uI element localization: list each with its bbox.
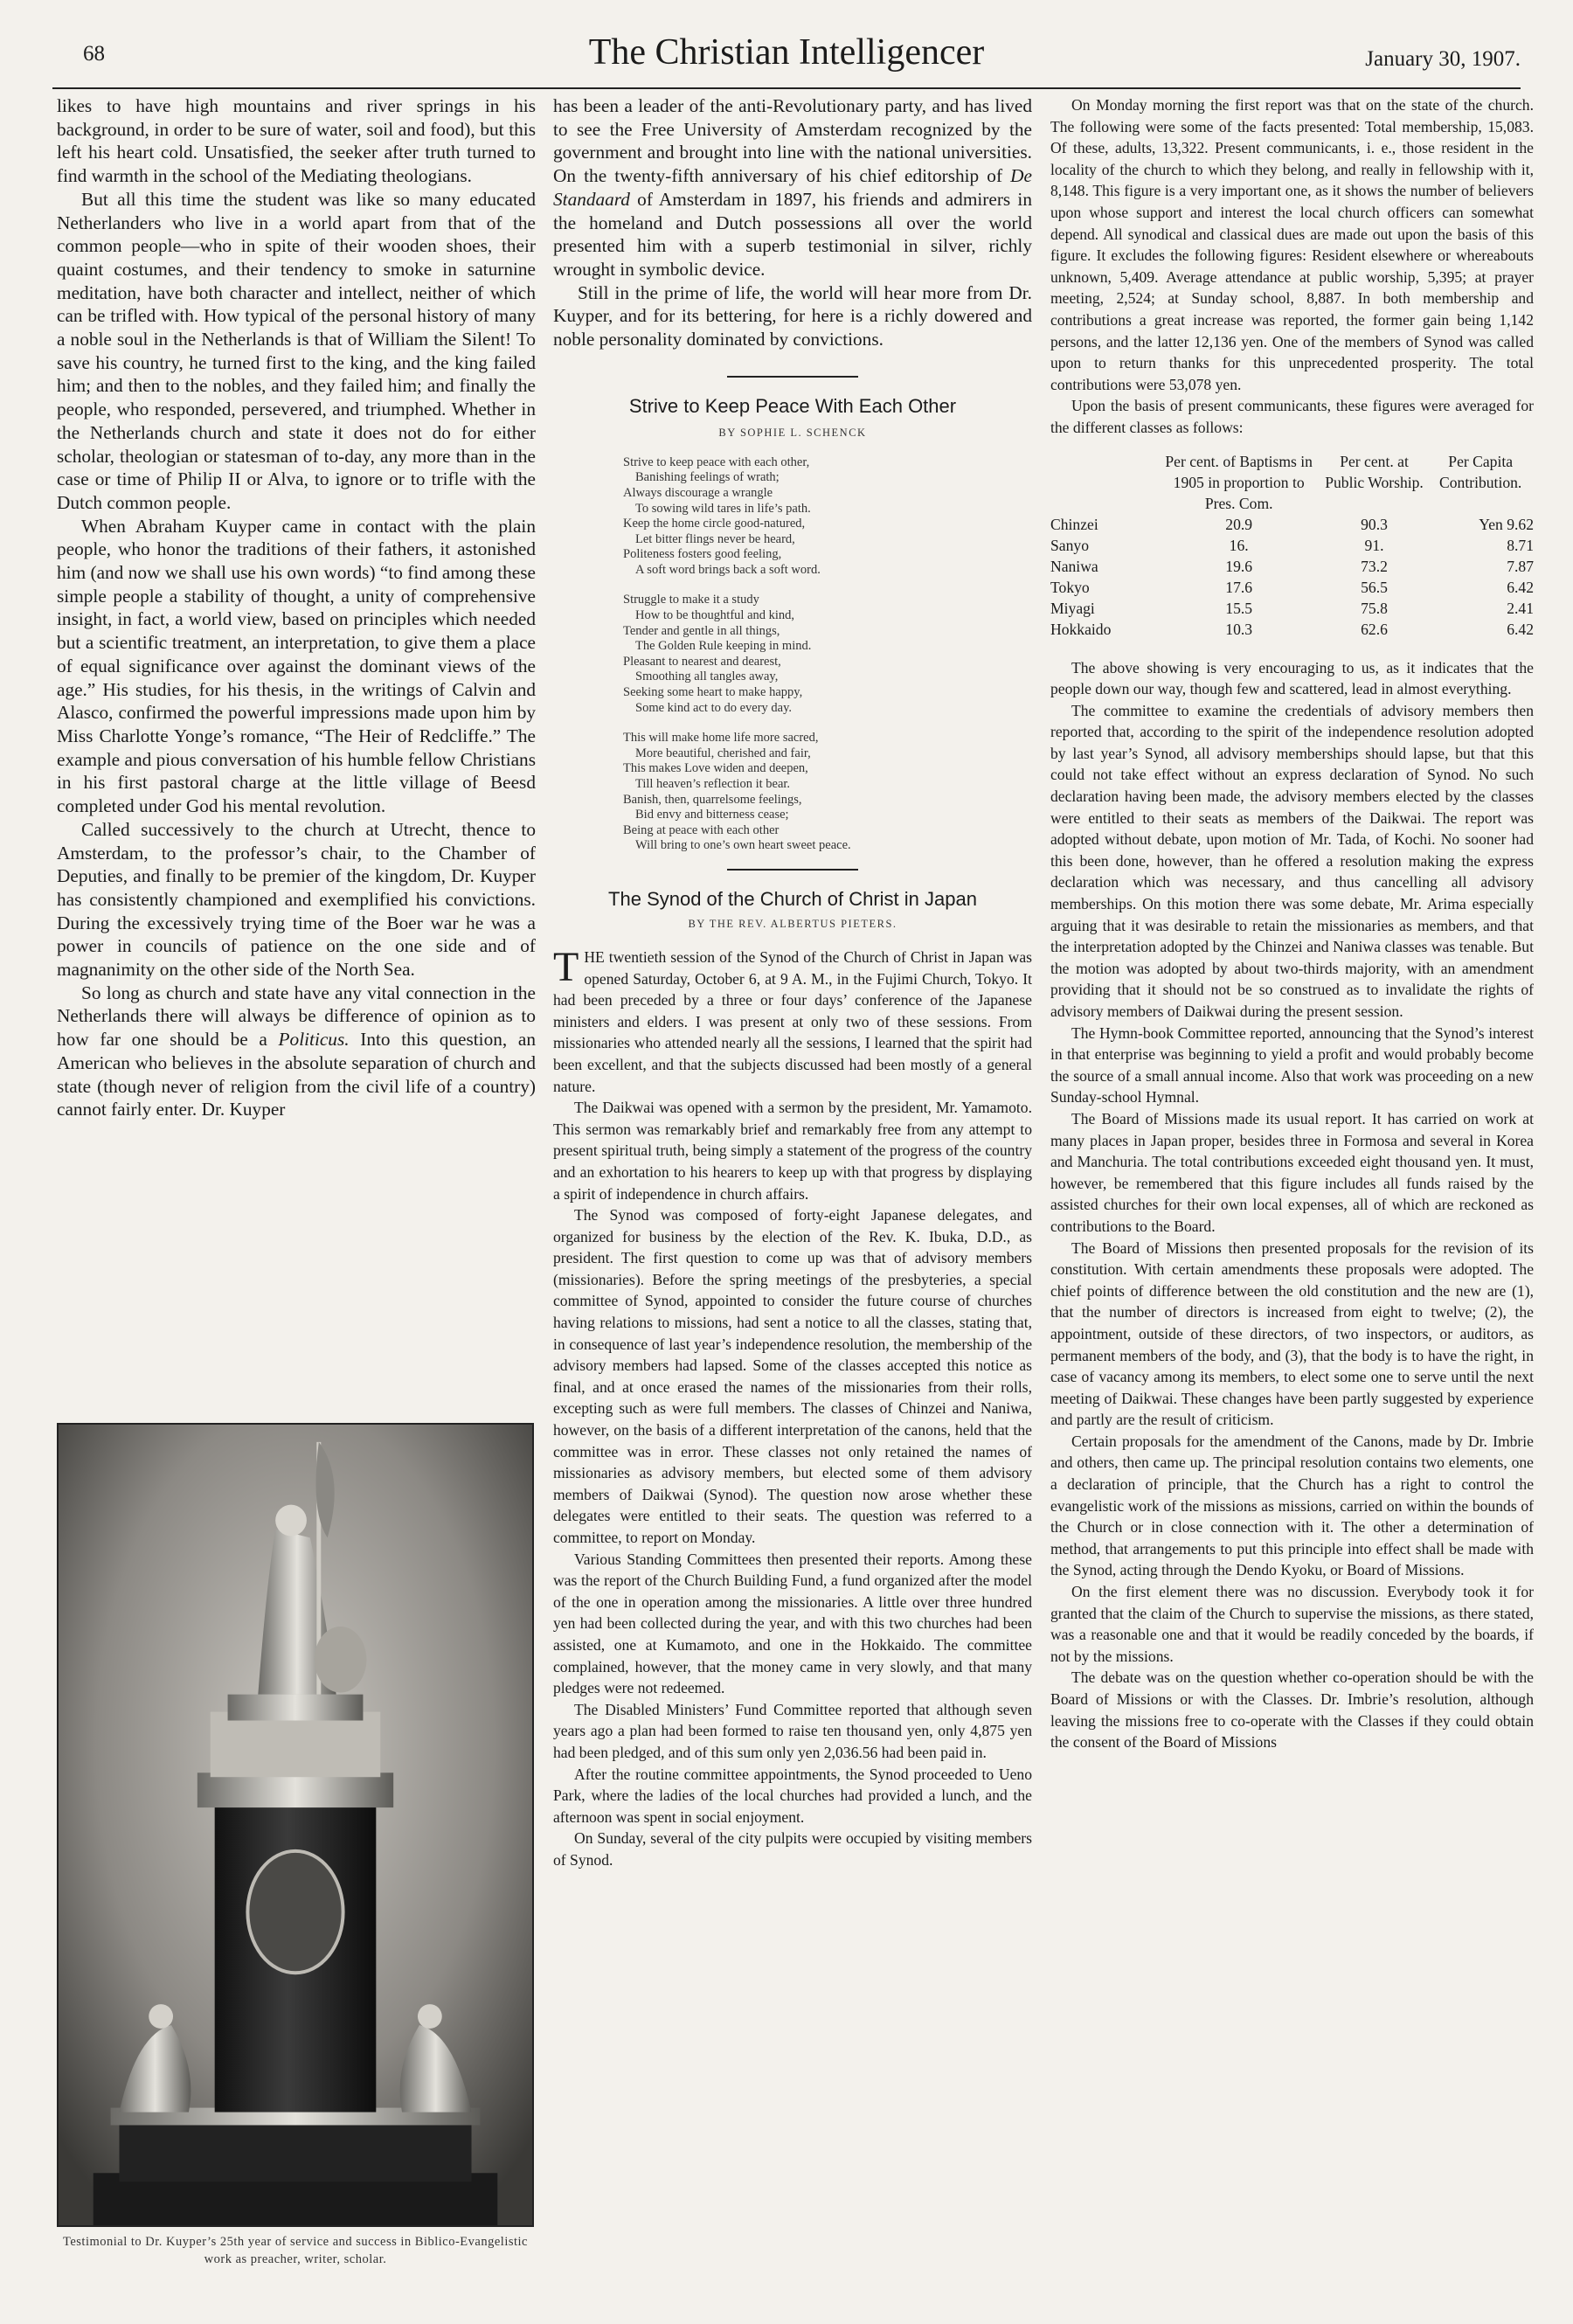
table-row — [1050, 556, 1534, 577]
paragraph: The Board of Missions then presented proposals for the revision of its constitution. With certain amendments these proposals were adopted. The chief points of difference between the old constitution and the new are (1), that the number of directors is increased from eight to twelve; (2), the appointment, outside of these directors, of two inspectors, or auditors, as permanent members of the body, and (3), that the body is to have the right, in case of vacancy among its members, to elect some one to serve until the next meeting of Daikwai. These changes have been partly suggested by experience and partly are the result of criticism. — [1050, 1238, 1534, 1429]
column-2 — [553, 94, 1032, 2279]
table-header: Per cent. at Public Worship. — [1325, 452, 1424, 491]
column-3 — [1050, 94, 1534, 2279]
text-run: Into this question, an American who believes in the absolute separation of church and state (though never of religion from the civil life of a country) cannot fairly enter. Dr. Kuyper — [57, 1029, 536, 1120]
poem-line: Struggle to make it a study — [623, 593, 759, 607]
poem-line: More beautiful, cherished and fair, — [635, 746, 811, 760]
poem-line: Politeness fosters good feeling, — [623, 547, 782, 562]
testimonial-photograph — [57, 1423, 534, 2227]
table-cell-capita: 2.41 — [1507, 599, 1534, 617]
table-cell-baptisms: 19.6 — [1225, 557, 1253, 575]
poem-line: A soft word brings back a soft word. — [635, 562, 821, 577]
section-rule — [727, 376, 858, 378]
table-header — [1050, 451, 1157, 514]
paragraph: When Abraham Kuyper came in contact with the plain people, who honor the traditions of their fathers, it astonished him (and now we shall use his own words) “to find among these simple people a stability of thought, a unity of comprehensive insight, in fact, a world view, based on principles which needed but a scientific treatment, an interpretation, to give them a place of equal significance over against the dominant views of the age.” His studies, for his thesis, in the writings of Calvin and Alasco, confirmed the powerful impressions made upon him by Miss Charlotte Yonge’s romance, “The Heir of Redcliffe.” The example and pious conversation of his humble fellow Christians in his first pastoral charge at the little village of Beesd completed under God his mental revolution. — [57, 515, 536, 817]
table-cell-name: Miyagi — [1050, 599, 1095, 617]
table-cell-name: Tokyo — [1050, 578, 1090, 596]
text-run: has been a leader of the anti-Revolutionary party, and has lived to see the Free University of Amsterdam recognized by the government and brought into line with the national universities. On the twenty-fifth anniversary of his chief editorship of — [553, 95, 1032, 187]
paragraph: The Daikwai was opened with a sermon by the president, Mr. Yamamoto. This sermon was remarkably brief and remarkably free from any attempt to present spiritual truth, being simply a statement of the progress of the country and an exhortation to his hearers to keep up with that progress by displaying a spirit of independence in church affairs. — [553, 1099, 1032, 1203]
text-run: of Amsterdam in 1897, his friends and admirers in the homeland and Dutch possessions all over the world presented him with a superb testimonial in silver, richly wrought in symbolic device. — [553, 188, 1032, 280]
poem-line: How to be thoughtful and kind, — [635, 608, 795, 623]
table-cell-capita: 6.42 — [1507, 620, 1534, 638]
table-row — [1050, 619, 1534, 640]
table-header-row — [1050, 451, 1534, 514]
paragraph: likes to have high mountains and river springs in his background, in order to be sure of water, soil and food), but this left his heart cold. Unsatisfied, the seeker after truth turned to find warmth in the school of the Mediating theologians. — [57, 95, 536, 187]
poem-line: Banishing feelings of wrath; — [635, 470, 780, 485]
table-cell-name: Naniwa — [1050, 557, 1098, 575]
paragraph: The Disabled Ministers’ Fund Committee reported that although seven years ago a plan had been formed to raise ten thousand yen, only 4,875 yen had been pledged, and of this sum only yen 2,036.56 had been paid in. — [553, 1700, 1032, 1761]
poem-line: Keep the home circle good-natured, — [623, 517, 806, 531]
table-cell-worship: 62.6 — [1361, 620, 1388, 638]
table-cell-worship: 90.3 — [1361, 515, 1388, 533]
table-row — [1050, 514, 1534, 535]
paragraph: The above showing is very encouraging to us, as it indicates that the people down our way, though few and scattered, lead in almost everything. — [1050, 658, 1534, 698]
table-cell-worship: 73.2 — [1361, 557, 1388, 575]
paragraph: The debate was on the question whether co-operation should be with the Board of Missions or with the Classes. Dr. Imbrie’s resolution, although leaving the missions free to co-operate with the Classes if they could obtain the consent of the Board of Missions — [1050, 1668, 1534, 1752]
paragraph: On Monday morning the first report was that on the state of the church. The following were some of the facts presented: Total membership, 15,083. Of these, adults, 13,322. Present communicants, i. e., those resident in the locality of the church to which they belong, and really in fellowship with it, 8,148. This figure is a very important one, as it shows the number of believers upon whose support and interest the local church officers can somewhat depend. All synodical and classical dues are made out upon the basis of this figure. It excludes the following figures: Resident elsewhere or whereabouts unknown, 5,409. Average attendance at public worship, 5,395; at prayer meeting, 2,524; at Sunday school, 8,887. In both membership and contributions a great increase was reported, the former gain being 1,142 persons, and the latter 12,136 yen. One of the members of Synod was called upon to return thanks for this unprecedented prosperity. The total contributions were 53,078 yen. — [1050, 96, 1534, 393]
article-byline: BY THE REV. ALBERTUS PIETERS. — [688, 917, 897, 930]
poem-title: Strive to Keep Peace With Each Other — [628, 394, 957, 417]
statistics-table — [1050, 451, 1534, 640]
table-cell-baptisms: 20.9 — [1225, 515, 1253, 533]
poem-line: Let bitter flings never be heard, — [635, 531, 795, 546]
section-rule — [727, 869, 858, 871]
table-cell-capita: 8.71 — [1507, 536, 1534, 554]
issue-date: January 30, 1907. — [1365, 47, 1521, 71]
table-cell-name: Chinzei — [1050, 515, 1098, 533]
text-run: So long as church and state have any vital connection in the Netherlands there will always be difference of opinion as to how far one should be a — [57, 982, 536, 1051]
poem-line: Will bring to one’s own heart sweet peace. — [635, 838, 851, 853]
paragraph — [57, 982, 536, 1121]
article-title: The Synod of the Church of Christ in Japan — [608, 887, 977, 910]
paragraph: Upon the basis of present communicants, these figures were averaged for the different classes as follows: — [1050, 397, 1534, 436]
text-run: HE twentieth session of the Synod of the Church of Christ in Japan was opened Saturday, October 6, at 9 A. M., in the Fujimi Church, Tokyo. It had been preceded by a three or four days’ conference of the Japanese ministers and elders. I was present at only two of these sessions. From missionaries who attended nearly all the sessions, I learned that the spirit had been excellent, and that the subjects discussed had been mostly of a general nature. — [553, 947, 1032, 1095]
italic-term: De Standaard — [553, 165, 1032, 210]
paragraph: The Board of Missions made its usual report. It has carried on work at many places in Japan proper, besides three in Formosa and several in Korea and Manchuria. The total contributions exceeded eight thousand yen. It must, however, be remembered that this figure includes all funds raised by the assisted churches for their own local expenses, all of which are reckoned as contributions to the Board. — [1050, 1109, 1534, 1235]
poem-line: This will make home life more sacred, — [623, 731, 819, 746]
table-row — [1050, 598, 1534, 619]
table-cell-baptisms: 10.3 — [1225, 620, 1253, 638]
table-cell-capita: 7.87 — [1507, 557, 1534, 575]
poem-line: Banish, then, quarrelsome feelings, — [623, 792, 802, 807]
paragraph: Certain proposals for the amendment of the Canons, made by Dr. Imbrie and others, then came up. The principal resolution contains two elements, one a declaration of principle, that the Church has a right to control the evangelistic work of the missions as missions, carried on within the bounds of the Church or in close connection with it. The other a determination of method, that arrangements to put this principle into effect shall be made with the Synod, acting through the Dendo Kyoku, or Board of Missions. — [1050, 1432, 1534, 1579]
table-cell-capita: Yen 9.62 — [1479, 515, 1534, 533]
paragraph: On Sunday, several of the city pulpits were occupied by visiting members of Synod. — [553, 1829, 1032, 1869]
drop-cap: T — [553, 943, 579, 990]
paragraph: On the first element there was no discussion. Everybody took it for granted that the claim of the Church to supervise the missions, as there stated, was a reasonable one and that it would be readily conceded by the boards, if not by the missions. — [1050, 1583, 1534, 1665]
table-cell-name: Hokkaido — [1050, 620, 1112, 638]
table-header: Per cent. of Baptisms in 1905 in proportion to Pres. Com. — [1165, 452, 1313, 512]
poem-line: To sowing wild tares in life’s path. — [635, 501, 811, 516]
paragraph: The Hymn-book Committee reported, announcing that the Synod’s interest in that enterprise was beginning to yield a profit and would probably become the source of a small annual income. Also that work was proceeding on a new Sunday-school Hymnal. — [1050, 1023, 1534, 1107]
poem-line: Bid envy and bitterness cease; — [635, 808, 789, 822]
table-cell-baptisms: 15.5 — [1225, 599, 1253, 617]
paragraph: Called successively to the church at Utrecht, thence to Amsterdam, to the professor’s chair, to the Chamber of Deputies, and finally to be premier of the kingdom, Dr. Kuyper has consistently championed and exemplified his convictions. During the excessively trying time of the Boer war he was a power in councils of patience on the one side and of magnanimity on the other side of the North Sea. — [57, 818, 536, 981]
poem-byline: BY SOPHIE L. SCHENCK — [718, 426, 867, 439]
table-row — [1050, 577, 1534, 598]
poem-line: Seeking some heart to make happy, — [623, 685, 803, 700]
paragraph: But all this time the student was like so many educated Netherlanders who live in a world apart from that of the common people—who in spite of their wooden shoes, their quaint costumes, and their tendency to smoke in saturnine meditation, have both character and intellect, neither of which can be trifled with. How typical of the personal history of many a noble soul in the Netherlands is that of William the Silent! To save his country, he turned first to the king, and the king failed him; and then to the nobles, and they failed him; and finally the people, who responded, persevered, and triumphed. Whether in the Netherlands church and state it does not do for either scholar, theologian or statesman of to-day, any more than in the case or time of Philip II or Alva, to ignore or to trifle with the Dutch common people. — [57, 188, 536, 513]
paragraph: Still in the prime of life, the world will hear more from Dr. Kuyper, and for its bettering, for here is a richly dowered and noble personality dominated by convictions. — [553, 281, 1032, 350]
paragraph: The committee to examine the credentials of advisory members then reported that, according to the spirit of the independence resolution adopted by last year’s Synod, all advisory memberships should lapse, but that this could not take effect without an express declaration of Synod. No such declaration having been made, the advisory members elected by the classes were entitled to their seats as members of the Daikwai. The report was adopted without debate, upon motion of Mr. Tada, of Kochi. No sooner had this been done, however, than he offered a resolution making the express declaration which was necessary, and thus cancelling all advisory memberships. On this motion there was some debate, Mr. Arima especially arguing that it was desirable to retain the missionaries as members, and that the interpretation adopted by the Chinzei and Naniwa classes was tenable. But the motion was adopted by about two-thirds majority, with an amendment providing that it should not be so construed as to invalidate the rights of advisory members of Daikwai during the present session. — [1050, 701, 1534, 1020]
poem-line: Pleasant to nearest and dearest, — [623, 654, 781, 669]
table-cell-baptisms: 17.6 — [1225, 578, 1253, 596]
silver-testimonial-image — [59, 1425, 532, 2225]
paragraph: Various Standing Committees then presented their reports. Among these was the report of the Church Building Fund, a fund organized after the model of the one in operation among the missionaries. A little over three hundred yen had been collected during the year, and with this two churches had been assisted, one at Kumamoto, and one in the Hokkaido. The committee complained, however, that the money came in very slowly, and that many pledges were not redeemed. — [553, 1550, 1032, 1697]
header-rule — [52, 87, 1521, 89]
paragraph — [553, 943, 1032, 1097]
poem-line: Till heaven’s reflection it bear. — [635, 777, 791, 792]
poem — [623, 455, 1032, 854]
poem-line: Being at peace with each other — [623, 822, 780, 837]
synod-article — [553, 943, 1032, 1871]
table-cell-worship: 75.8 — [1361, 599, 1388, 617]
paragraph — [553, 94, 1032, 281]
poem-stanza — [623, 455, 1032, 579]
poem-line: Tender and gentle in all things, — [623, 623, 780, 638]
table-row — [1050, 535, 1534, 556]
poem-stanza — [623, 731, 1032, 854]
poem-stanza — [623, 593, 1032, 716]
poem-line: Strive to keep peace with each other, — [623, 454, 810, 469]
table-cell-worship: 56.5 — [1361, 578, 1388, 596]
table-header: Per Capita Contribution. — [1439, 452, 1522, 491]
poem-line: Smoothing all tangles away, — [635, 669, 779, 684]
poem-line: This makes Love widen and deepen, — [623, 761, 808, 776]
table-cell-capita: 6.42 — [1507, 578, 1534, 596]
poem-line: Some kind act to do every day. — [635, 700, 793, 715]
poem-line: Always discourage a wrangle — [623, 485, 773, 500]
table-cell-worship: 91. — [1364, 536, 1384, 554]
table-cell-name: Sanyo — [1050, 536, 1089, 554]
italic-term: Politicus. — [278, 1029, 350, 1051]
paragraph: The Synod was composed of forty-eight Japanese delegates, and organized for business by the election of the Rev. K. Ibuka, D.D., as president. The first question to come up was that of advisory members (missionaries). Before the spring meetings of the presbyteries, a special committee of Synod, appointed to consider the future course of churches having relations to missions, had sent a notice to all the classes, stating that, in consequence of last year’s independence resolution, the membership of the advisory members had lapsed. Some of the classes accepted this notice as final, and at once erased the names of the missionaries from their rolls, excepting such as were full members. The classes of Chinzei and Naniwa, however, on the basis of a different interpretation of the canons, held that the committee was in error. These classes not only retained the names of missionaries as advisory members, but elected some of them advisory members of Daikwai (Synod). The question now arose whether these delegates were entitled to their seats. The question was referred to a committee, to report on Monday. — [553, 1206, 1032, 1547]
poem-line: The Golden Rule keeping in mind. — [635, 639, 812, 654]
article-continuation — [553, 94, 1032, 351]
page-header — [52, 31, 1521, 84]
masthead-title: The Christian Intelligencer — [588, 32, 985, 73]
page-number: 68 — [83, 42, 105, 66]
paragraph: After the routine committee appointments, the Synod proceeded to Ueno Park, where the ladies of the local churches had provided a lunch, and the afternoon was spent in social enjoyment. — [553, 1765, 1032, 1826]
photo-caption: Testimonial to Dr. Kuyper’s 25th year of service and success in Biblico-Evangelistic work as preacher, writer, scholar. — [63, 2235, 528, 2266]
table-cell-baptisms: 16. — [1229, 536, 1249, 554]
table-body — [1050, 514, 1534, 640]
